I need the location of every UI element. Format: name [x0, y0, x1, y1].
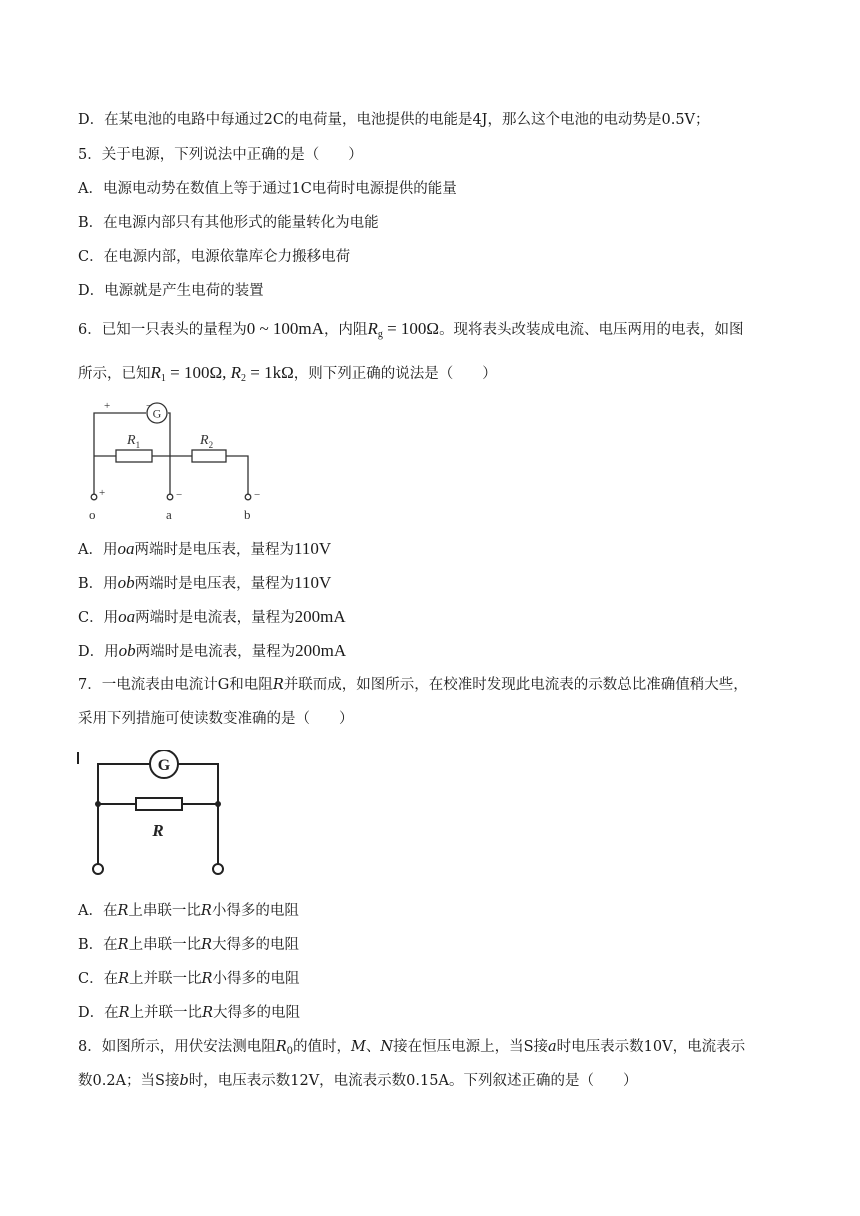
q7-circuit-figure: [76, 750, 236, 884]
q6-range: 0 ~ 100mA: [246, 319, 324, 338]
q7-stem-line1: 7．一电流表由电流计G和电阻R并联而成，如图所示，在校准时发现此电流表的示数总比准确值稍大些，: [78, 677, 748, 693]
q7-option-d: D．在R上并联一比R大得多的电阻: [78, 1005, 300, 1021]
q6-stem-text: 。现将表头改装成电流、电压两用的电表，如图: [439, 322, 744, 338]
q5-option-b: B．在电源内部只有其他形式的能量转化为电能: [78, 215, 379, 231]
q7-stem-line2: 采用下列措施可使读数变准确的是（ ）: [78, 711, 354, 727]
q7-option-a: A．在R上串联一比R小得多的电阻: [78, 903, 299, 919]
q8-stem-line1: 8．如图所示，用伏安法测电阻$R_0$的值时，M、N接在恒压电源上，当S接a时电压表示数10V，电流表示: [78, 1039, 746, 1057]
q7-option-c: C．在R上并联一比R小得多的电阻: [78, 971, 300, 987]
q6-term-a: a: [166, 507, 172, 522]
q6-option-b: B．用ob两端时是电压表，量程为110V: [78, 573, 332, 592]
q6-stem-text: ，内阻: [323, 322, 368, 338]
q6-galvanometer-label: G: [152, 406, 162, 421]
q8-stem-line2: 数0.2A；当S接b时，电压表示数12V，电流表示数0.15A。下列叙述正确的是（ ）: [78, 1073, 638, 1089]
q4-option-d: D．在某电池的电路中每通过2C的电荷量，电池提供的电能是4J，那么这个电池的电动势是0.5V；: [78, 112, 710, 128]
q6-galv-minus: −: [146, 400, 153, 412]
q6-circuit-figure: [82, 396, 282, 528]
q5-option-a: A．电源电动势在数值上等于通过1C电荷时电源提供的能量: [78, 181, 457, 197]
q6-stem-text: ，则下列正确的说法是（ ）: [293, 366, 497, 382]
q7-galvanometer-label: G: [157, 757, 171, 774]
q6-stem-text: 6．已知一只表头的量程为: [78, 322, 247, 338]
q6-term-o: o: [89, 507, 96, 522]
q6-r1-label: $R_1$: [127, 433, 141, 450]
q6-term-o-plus: +: [99, 487, 106, 499]
q6-term-a-minus: −: [176, 489, 183, 501]
q5-option-c: C．在电源内部，电源依靠库仑力搬移电荷: [78, 249, 351, 265]
q6-galv-plus: +: [104, 400, 111, 412]
q7-r-label: R: [152, 821, 164, 840]
q5-option-d: D．电源就是产生电荷的装置: [78, 283, 264, 299]
q7-option-b: B．在R上串联一比R大得多的电阻: [78, 937, 299, 953]
q6-term-b-minus: −: [254, 489, 261, 501]
q6-rg: $R_g = 100\Omega$: [367, 319, 440, 340]
q6-r2-label: $R_2$: [200, 433, 214, 450]
q6-term-b: b: [244, 507, 251, 522]
q6-stem-text: 所示，已知: [78, 366, 151, 382]
q5-stem: 5．关于电源，下列说法中正确的是（ ）: [78, 147, 363, 163]
q6-resistor-values: $R_1 = 100\Omega$, $R_2 = 1k\Omega$: [150, 363, 294, 384]
q6-stem-line1: [78, 319, 744, 345]
q6-option-a: A．用oa两端时是电压表，量程为110V: [78, 539, 332, 558]
q6-option-d: D．用ob两端时是电流表，量程为200mA: [78, 641, 347, 660]
q6-stem-line2: [78, 363, 497, 389]
q6-option-c: C．用oa两端时是电流表，量程为200mA: [78, 607, 346, 626]
